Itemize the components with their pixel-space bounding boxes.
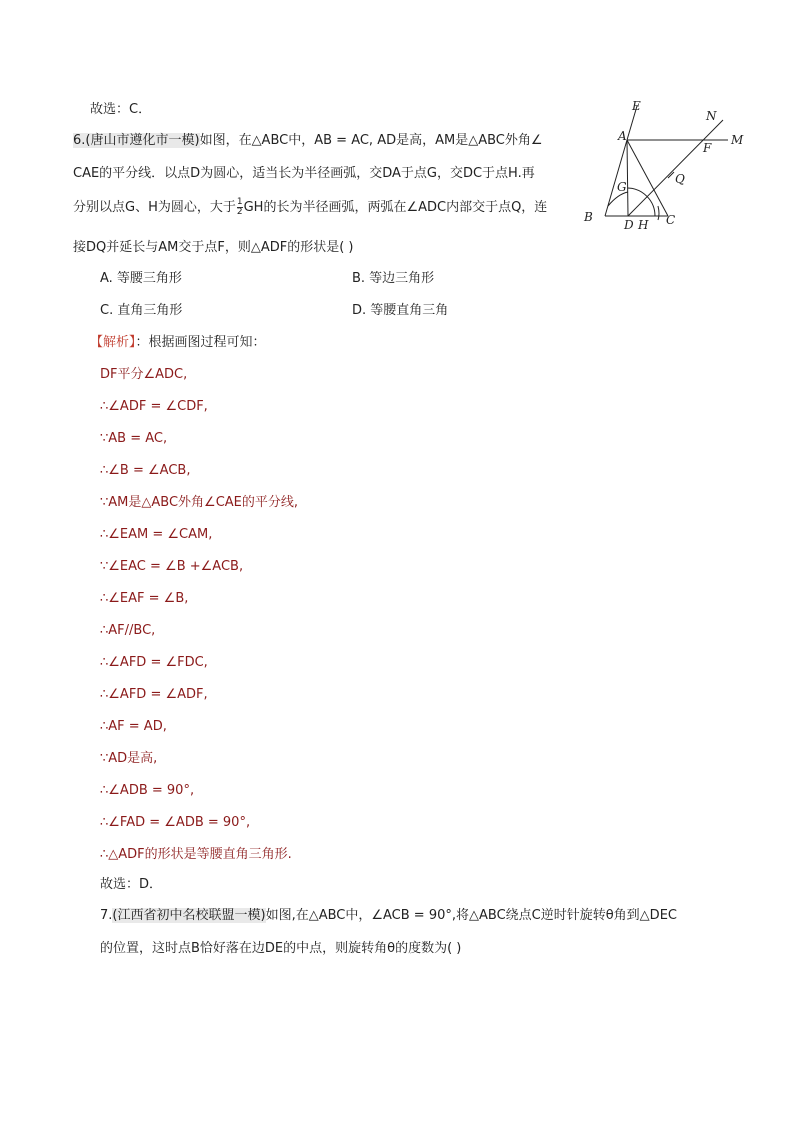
analysis-step: ∴AF//BC, [100, 623, 156, 638]
question-6-text-3b: GH的长为半径画弧，两弧在∠ADC内部交于点Q，连 [243, 200, 548, 215]
question-6-line-2: CAE的平分线．以点D为圆心，适当长为半径画弧，交DA于点G，交DC于点H.再 [73, 166, 535, 181]
analysis-step: DF平分∠ADC, [100, 367, 188, 382]
analysis-step: ∵AM是△ABC外角∠CAE的平分线, [100, 495, 299, 510]
label-q: Q [675, 172, 685, 186]
label-b: B [584, 210, 593, 224]
analysis-step: ∴∠FAD = ∠ADB = 90°, [100, 815, 251, 830]
analysis-step: ∵AD是高, [100, 751, 158, 766]
segment-ad [627, 140, 628, 216]
label-a: A [618, 129, 627, 143]
label-c: C [666, 213, 676, 227]
question-6-line-4: 接DQ并延长与AM交于点F，则△ADF的形状是( ) [73, 240, 354, 255]
analysis-step: ∴∠EAM = ∠CAM, [100, 527, 213, 542]
geometry-figure [580, 98, 750, 238]
analysis-tag: 【解析】 [90, 335, 136, 350]
question-6-text-3a: 分别以点G、H为圆心，大于 [73, 200, 236, 215]
label-e: E [632, 99, 641, 113]
label-n: N [706, 109, 717, 123]
analysis-step: ∴∠B = ∠ACB, [100, 463, 191, 478]
analysis-step: ∴∠EAF = ∠B, [100, 591, 189, 606]
question-7-source: (江西省初中名校联盟一模) [112, 908, 266, 923]
analysis-intro: ：根据画图过程可知： [135, 335, 266, 350]
question-6-number: 6. [73, 133, 86, 148]
question-7-line-1 [100, 906, 677, 926]
analysis-step: ∵AB = AC, [100, 431, 168, 446]
segment-ab [605, 140, 627, 216]
analysis-step: ∴∠ADF = ∠CDF, [100, 399, 208, 414]
analysis-answer: 故选：D． [100, 877, 163, 892]
question-7-number: 7. [100, 908, 113, 923]
question-6-line-3 [73, 198, 547, 218]
option-b: B. 等边三角形 [352, 271, 435, 286]
question-6-line-1 [73, 131, 543, 151]
option-a: A. 等腰三角形 [100, 271, 182, 286]
option-c: C. 直角三角形 [100, 303, 183, 318]
analysis-step: ∵∠EAC = ∠B +∠ACB, [100, 559, 244, 574]
label-m: M [731, 133, 744, 147]
label-f: F [703, 141, 712, 155]
analysis-header [90, 333, 266, 353]
option-d: D. 等腰直角三角 [352, 303, 449, 318]
analysis-step: ∴∠ADB = 90°, [100, 783, 195, 798]
segment-ac [627, 140, 668, 216]
analysis-step: ∴∠AFD = ∠ADF, [100, 687, 208, 702]
fraction-denominator: 2 [236, 207, 243, 217]
label-g: G [617, 180, 627, 194]
analysis-step: ∴△ADF的形状是等腰直角三角形. [100, 847, 292, 862]
question-7-text-1: 如图,在△ABC中，∠ACB = 90°,将△ABC绕点C逆时针旋转θ角到△DEC [265, 908, 677, 923]
label-h: H [638, 218, 649, 232]
question-6-text-1: 如图，在△ABC中，AB = AC, AD是高，AM是△ABC外角∠ [199, 133, 543, 148]
analysis-step: ∴AF = AD, [100, 719, 167, 734]
label-d: D [624, 218, 634, 232]
question-6-source: (唐山市遵化市一模) [85, 133, 200, 148]
analysis-step: ∴∠AFD = ∠FDC, [100, 655, 208, 670]
fraction [237, 198, 243, 217]
arc-h [658, 206, 659, 220]
fraction-numerator: 1 [236, 197, 243, 207]
question-7-line-2: 的位置，这时点B恰好落在边DE的中点，则旋转角θ的度数为( ) [100, 941, 462, 956]
prev-answer: 故选：C． [90, 102, 152, 117]
